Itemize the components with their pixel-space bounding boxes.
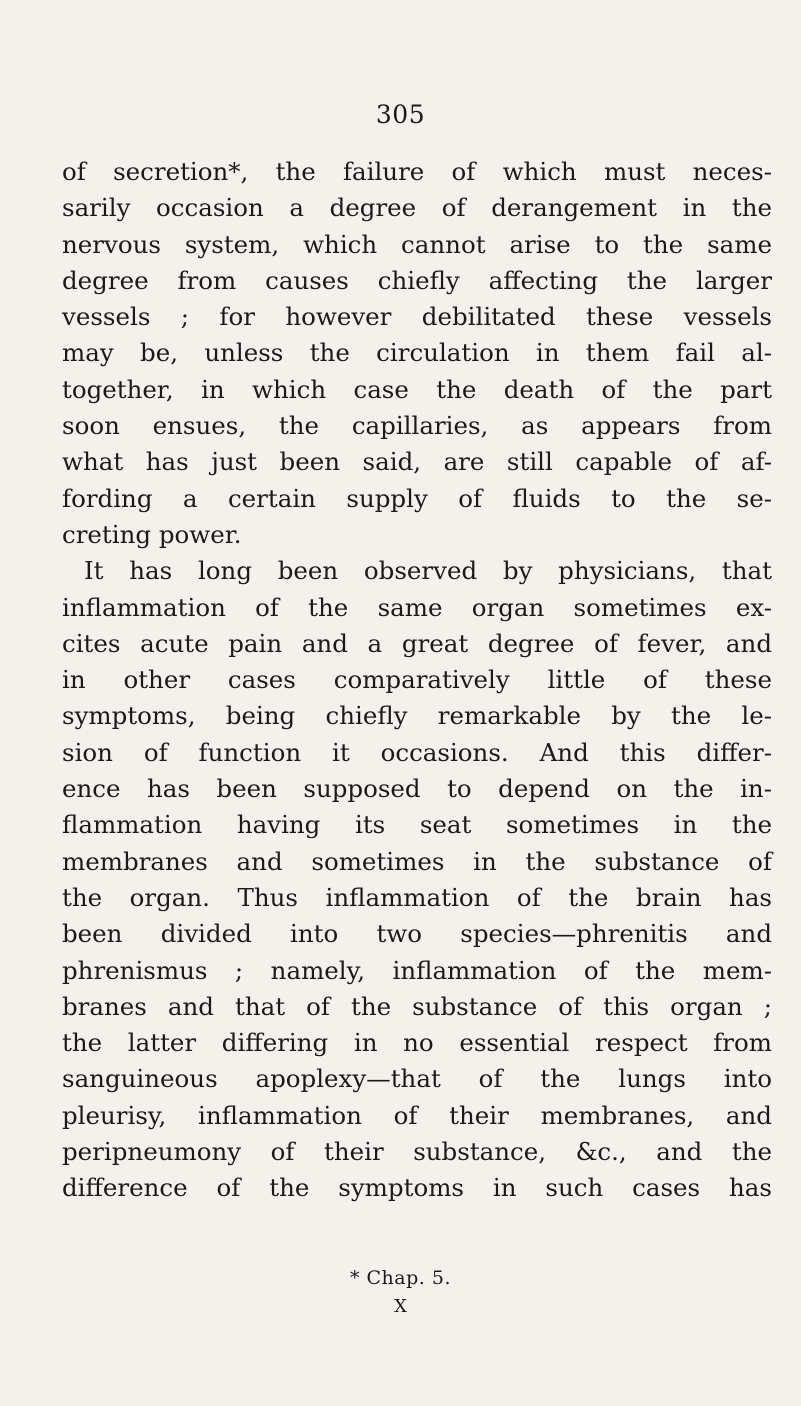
body-text xyxy=(62,154,772,1207)
text-line: sarily occasion a degree of derangement in the xyxy=(62,193,772,223)
text-line: degree from causes chiefly affecting the larger xyxy=(62,265,772,295)
page-number: 305 xyxy=(375,100,426,129)
text-line: cites acute pain and a great degree of fever, and xyxy=(62,628,772,658)
text-line: difference of the symptoms in such cases has xyxy=(62,1173,772,1203)
text-line: together, in which case the death of the part xyxy=(62,374,772,404)
footnote: * Chap. 5. xyxy=(349,1267,451,1289)
text-line: symptoms, being chiefly remarkable by the le- xyxy=(62,701,772,731)
text-line: the latter differing in no essential respect from xyxy=(62,1028,772,1058)
signature-mark: X xyxy=(394,1296,407,1317)
text-line: sanguineous apoplexy—that of the lungs into xyxy=(62,1064,772,1094)
text-line: sion of function it occasions. And this differ- xyxy=(62,737,772,767)
text-line: It has long been observed by physicians, that xyxy=(84,556,772,586)
text-line: fording a certain supply of fluids to the se- xyxy=(62,483,772,513)
text-line: membranes and sometimes in the substance of xyxy=(62,846,772,876)
text-line: branes and that of the substance of this organ ; xyxy=(62,991,772,1021)
text-line: pleurisy, inflammation of their membranes, and xyxy=(62,1100,772,1130)
text-line: phrenismus ; namely, inflammation of the mem- xyxy=(62,955,772,985)
text-line: of secretion*, the failure of which must neces- xyxy=(62,157,772,186)
text-line: soon ensues, the capillaries, as appears from xyxy=(62,411,772,441)
text-line: creting power. xyxy=(62,519,242,549)
text-line: ence has been supposed to depend on the in- xyxy=(62,774,772,804)
text-line: what has just been said, are still capable of af- xyxy=(62,447,772,477)
text-line: may be, unless the circulation in them fail al- xyxy=(62,338,772,368)
text-line: flammation having its seat sometimes in the xyxy=(62,810,772,840)
text-line: peripneumony of their substance, &c., and the xyxy=(62,1137,772,1167)
text-line: the organ. Thus inflammation of the brain has xyxy=(62,882,772,912)
text-line: in other cases comparatively little of these xyxy=(62,665,772,695)
text-line: inflammation of the same organ sometimes ex- xyxy=(62,592,772,622)
text-line: vessels ; for however debilitated these vessels xyxy=(62,302,772,332)
text-line: been divided into two species—phrenitis and xyxy=(62,919,772,949)
text-line: nervous system, which cannot arise to the same xyxy=(62,229,772,259)
